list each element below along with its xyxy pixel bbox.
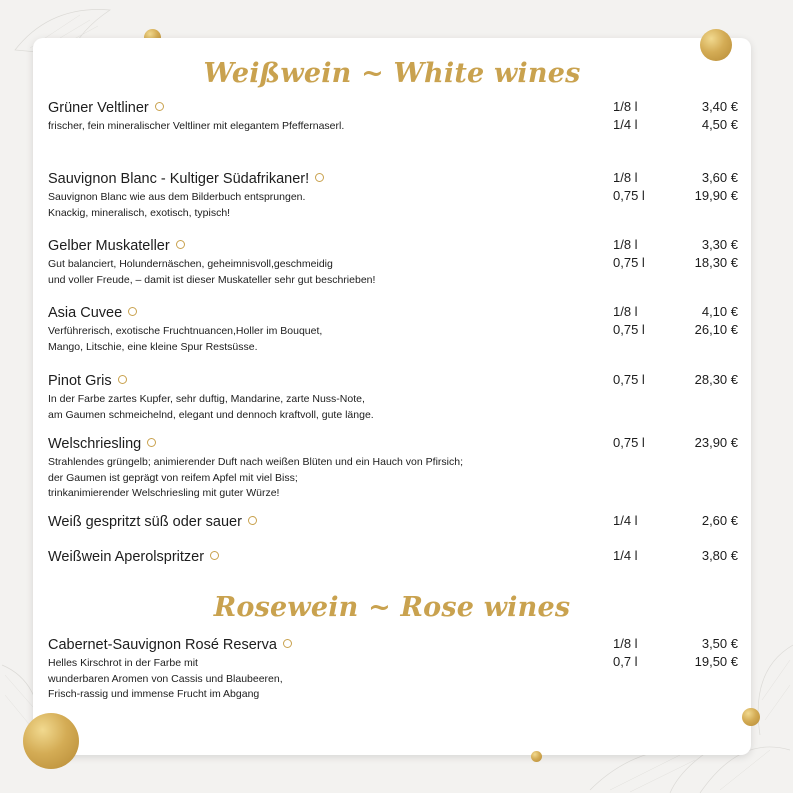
- wine-item: [48, 435, 738, 502]
- wine-description: Sauvignon Blanc wie aus dem Bilderbuch entsprungen. Knackig, mineralisch, exotisch, typisch!: [48, 191, 306, 219]
- wine-name: Welschriesling: [48, 436, 142, 452]
- wine-item: [48, 237, 738, 288]
- volume: 0,75 l: [613, 435, 645, 450]
- price: 3,60 €: [701, 170, 738, 185]
- circle-bullet-icon: [147, 438, 156, 447]
- price-list: [613, 513, 738, 531]
- gold-dot-decoration: [742, 708, 760, 726]
- price-row: [613, 654, 738, 670]
- volume: 0,75 l: [613, 322, 645, 337]
- price: 3,30 €: [701, 237, 738, 252]
- price: 18,30 €: [694, 255, 738, 270]
- price-row: [613, 255, 738, 271]
- price-row: [613, 636, 738, 652]
- wine-menu-card: [33, 38, 751, 755]
- wine-description: frischer, fein mineralischer Veltliner mit elegantem Pfeffernaserl.: [48, 120, 345, 132]
- price-row: [613, 322, 738, 338]
- price-row: [613, 170, 738, 186]
- wine-name: Pinot Gris: [48, 373, 112, 389]
- wine-item: [48, 636, 738, 703]
- wine-item: [48, 513, 738, 531]
- wine-name: Sauvignon Blanc - Kultiger Südafrikaner!: [48, 171, 310, 187]
- price-row: [613, 117, 738, 133]
- price: 19,90 €: [694, 188, 738, 203]
- price: 28,30 €: [694, 372, 738, 387]
- price: 19,50 €: [694, 654, 738, 669]
- volume: 0,7 l: [613, 654, 638, 669]
- volume: 0,75 l: [613, 188, 645, 203]
- wine-description: Helles Kirschrot in der Farbe mit wunderbaren Aromen von Cassis und Blaubeeren, Frisch-rassig und immense Frucht im Abgang: [48, 657, 283, 700]
- wine-description: Verführerisch, exotische Fruchtnuancen,Holler im Bouquet, Mango, Litschie, eine kleine Spur Restsüsse.: [48, 325, 323, 353]
- wine-name: Gelber Muskateller: [48, 238, 170, 254]
- volume: 1/8 l: [613, 636, 638, 651]
- wine-name: Grüner Veltliner: [48, 100, 149, 116]
- wine-description: Gut balanciert, Holundernäschen, geheimnisvoll,geschmeidig und voller Freude, – damit ist dieser Muskateller sehr gut beschrieben!: [48, 258, 376, 286]
- price-list: [613, 548, 738, 566]
- circle-bullet-icon: [155, 102, 164, 111]
- price: 23,90 €: [694, 435, 738, 450]
- wine-item: [48, 170, 738, 221]
- price-list: [613, 435, 738, 453]
- price-list: [613, 237, 738, 273]
- volume: 1/4 l: [613, 117, 638, 132]
- price-row: [613, 304, 738, 320]
- wine-name: Cabernet-Sauvignon Rosé Reserva: [48, 637, 277, 653]
- wine-name: Weißwein Aperolspritzer: [48, 549, 205, 565]
- volume: 0,75 l: [613, 255, 645, 270]
- wine-description: In der Farbe zartes Kupfer, sehr duftig, Mandarine, zarte Nuss-Note, am Gaumen schmeichelnd, elegant und dennoch kraftvoll, gute länge.: [48, 393, 374, 421]
- wine-name: Weiß gespritzt süß oder sauer: [48, 514, 242, 530]
- price-row: [613, 435, 738, 451]
- wine-description: Strahlendes grüngelb; animierender Duft nach weißen Blüten und ein Hauch von Pfirsich; der Gaumen ist geprägt von reifem Apfel mit viel Biss; trinkanimierender Welschriesling mit guter Würze!: [48, 456, 463, 499]
- ginkgo-leaf-decoration: [750, 640, 793, 740]
- gold-dot-decoration: [531, 751, 542, 762]
- circle-bullet-icon: [283, 639, 292, 648]
- section-title-white-wines: Weißwein ~ White wines: [203, 58, 581, 89]
- wine-item: [48, 304, 738, 355]
- volume: 1/8 l: [613, 237, 638, 252]
- volume: 1/4 l: [613, 548, 638, 563]
- price-list: [613, 304, 738, 340]
- wine-item: [48, 99, 738, 135]
- price-row: [613, 99, 738, 115]
- price: 4,10 €: [701, 304, 738, 319]
- price-row: [613, 237, 738, 253]
- volume: 1/8 l: [613, 99, 638, 114]
- wine-name: Asia Cuvee: [48, 305, 123, 321]
- price: 3,40 €: [701, 99, 738, 114]
- price-row: [613, 372, 738, 388]
- volume: 1/4 l: [613, 513, 638, 528]
- circle-bullet-icon: [128, 307, 137, 316]
- price: 26,10 €: [694, 322, 738, 337]
- price: 3,50 €: [701, 636, 738, 651]
- gold-dot-decoration: [700, 29, 732, 61]
- wine-item: [48, 372, 738, 423]
- price-list: [613, 372, 738, 390]
- price-row: [613, 513, 738, 529]
- circle-bullet-icon: [210, 551, 219, 560]
- volume: 0,75 l: [613, 372, 645, 387]
- circle-bullet-icon: [315, 173, 324, 182]
- volume: 1/8 l: [613, 170, 638, 185]
- wine-item: [48, 548, 738, 566]
- price-list: [613, 170, 738, 206]
- circle-bullet-icon: [176, 240, 185, 249]
- price: 3,80 €: [701, 548, 738, 563]
- price-list: [613, 99, 738, 135]
- section-title-rose-wines: Rosewein ~ Rose wines: [213, 592, 571, 623]
- gold-dot-decoration: [23, 713, 79, 769]
- price: 4,50 €: [701, 117, 738, 132]
- price-list: [613, 636, 738, 672]
- circle-bullet-icon: [118, 375, 127, 384]
- price-row: [613, 548, 738, 564]
- price-row: [613, 188, 738, 204]
- volume: 1/8 l: [613, 304, 638, 319]
- circle-bullet-icon: [248, 516, 257, 525]
- price: 2,60 €: [701, 513, 738, 528]
